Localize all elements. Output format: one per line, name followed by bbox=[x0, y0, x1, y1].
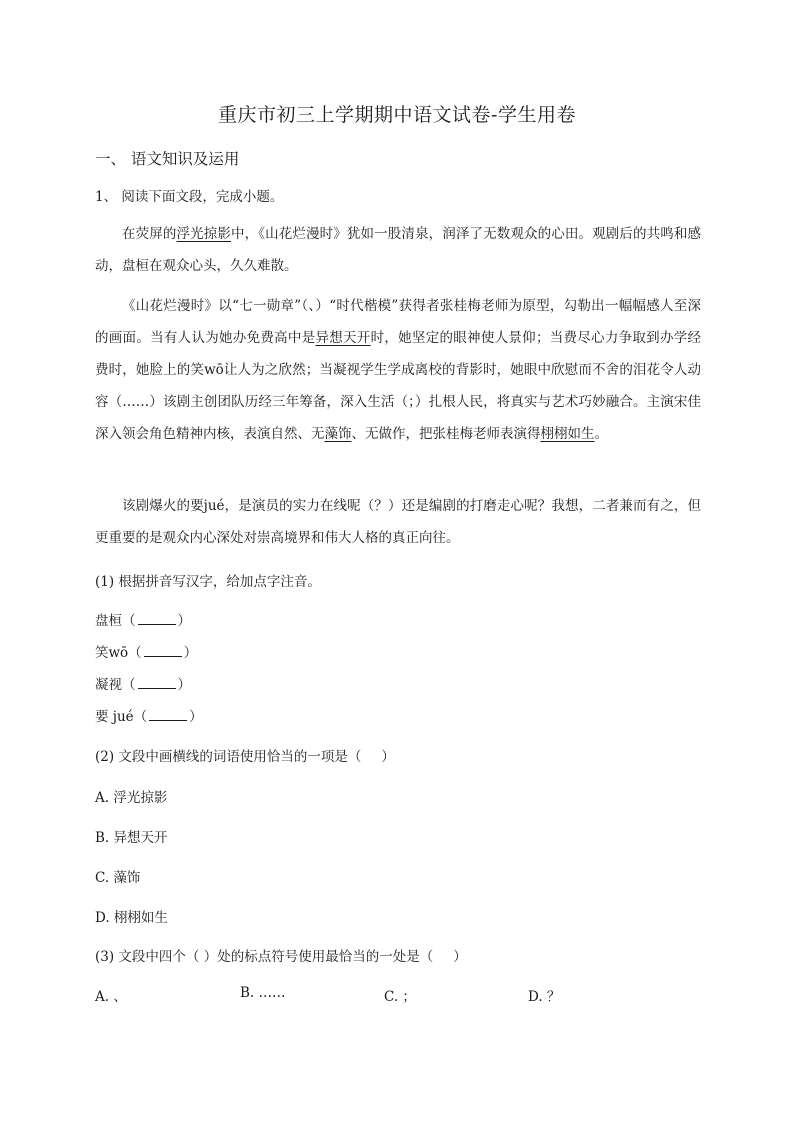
answer-label-4: 要 jué（ bbox=[95, 709, 148, 725]
para2-text-1: 《山花烂漫时》以“七一勋章”（、）“时代楷模”获得者张桂梅老师为原型，勾勒出一幅幅感人至深的画面。当有人认为她办免费高中是 bbox=[95, 298, 701, 346]
passage-paragraph-1 bbox=[95, 218, 701, 282]
subquestion-3-close: ） bbox=[453, 949, 467, 965]
answer-line-3 bbox=[95, 673, 191, 693]
answer-close-3: ） bbox=[177, 677, 191, 693]
option-c[interactable]: C. 藻饰 bbox=[95, 870, 141, 886]
subquestion-2-text: (2) 文段中画横线的词语使用恰当的一项是（ bbox=[95, 749, 362, 765]
option-3d[interactable]: D. ？ bbox=[528, 989, 561, 1005]
para1-text-1: 在荧屏的 bbox=[122, 226, 177, 242]
option-b[interactable]: B. 异想天开 bbox=[95, 830, 168, 846]
answer-blank-3[interactable] bbox=[138, 676, 176, 689]
answer-line-4 bbox=[95, 705, 203, 725]
option-3c[interactable]: C. ； bbox=[384, 989, 416, 1005]
underlined-word-4: 栩栩如生 bbox=[540, 426, 595, 442]
passage-paragraph-2 bbox=[95, 290, 701, 450]
answer-line-1 bbox=[95, 609, 191, 629]
para2-text-4: 。 bbox=[594, 426, 608, 442]
subquestion-3-text: (3) 文段中四个（ ）处的标点符号使用最恰当的一处是（ bbox=[95, 949, 434, 965]
question-1-intro: 1、 阅读下面文段，完成小题。 bbox=[95, 189, 284, 205]
para2-text-2: 时，她坚定的眼神使人景仰；当费尽心力争取到办学经费时，她脸上的笑wō让人为之欣然；当凝视学生学成离校的背影时，她眼中欣慰而不舍的泪花令人动容（……）该剧主创团队历经三年筹备，深入生活（；）扎根人民，将真实与艺术巧妙融合。主演宋佳深入领会角色精神内核，表演自然、无 bbox=[95, 330, 702, 442]
option-3a[interactable]: A. 、 bbox=[95, 989, 127, 1005]
option-3b[interactable]: B. …… bbox=[240, 985, 286, 1001]
answer-blank-4[interactable] bbox=[149, 708, 187, 721]
answer-close-4: ） bbox=[189, 709, 203, 725]
passage-paragraph-3: 该剧爆火的要jué，是演员的实力在线呢（？）还是编剧的打磨走心呢？我想，二者兼而有之，但更重要的是观众内心深处对崇高境界和伟大人格的真正向往。 bbox=[95, 498, 701, 546]
section-heading: 一、 语文知识及运用 bbox=[95, 150, 240, 168]
answer-close-2: ） bbox=[183, 645, 198, 661]
option-d[interactable]: D. 栩栩如生 bbox=[95, 910, 168, 926]
option-a[interactable]: A. 浮光掠影 bbox=[95, 790, 168, 806]
page-title: 重庆市初三上学期期中语文试卷-学生用卷 bbox=[218, 104, 576, 126]
underlined-word-1: 浮光掠影 bbox=[176, 226, 231, 242]
subquestion-2-prompt bbox=[95, 745, 395, 765]
answer-label-3: 凝视（ bbox=[95, 677, 136, 693]
answer-label-1: 盘桓（ bbox=[95, 613, 136, 629]
para2-text-3: 、无做作，把张桂梅老师表演得 bbox=[351, 426, 541, 442]
underlined-word-2: 异想天开 bbox=[315, 330, 371, 346]
answer-close-1: ） bbox=[177, 613, 191, 629]
underlined-word-3: 藻饰 bbox=[324, 426, 352, 442]
answer-blank-2[interactable] bbox=[144, 644, 182, 657]
subquestion-3-prompt bbox=[95, 945, 467, 965]
subquestion-1-prompt: (1) 根据拼音写汉字，给加点字注音。 bbox=[95, 574, 321, 590]
para1-text-2: 中，《山花烂漫时》犹如一股清泉，润泽了无数观众的心田。观剧后的共鸣和感动，盘桓在观众心头，久久难散。 bbox=[95, 226, 701, 274]
answer-blank-1[interactable] bbox=[138, 612, 176, 625]
subquestion-2-close: ） bbox=[381, 749, 395, 765]
answer-label-2: 笑wō（ bbox=[95, 645, 142, 661]
answer-line-2 bbox=[95, 641, 197, 661]
